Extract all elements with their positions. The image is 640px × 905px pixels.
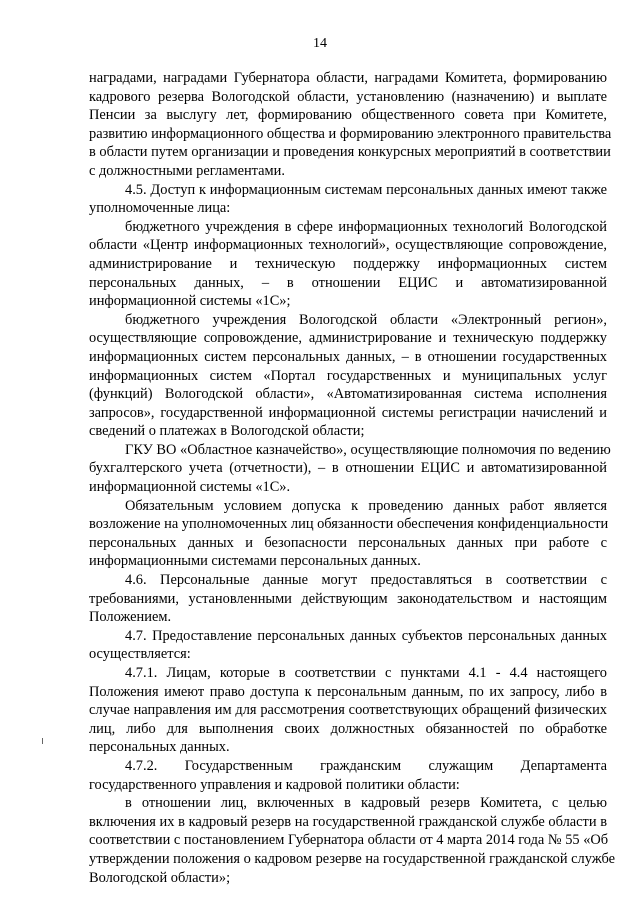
text-line: государственного управления и кадровой политики области: (89, 776, 460, 793)
text-line: 4.7. Предоставление персональных данных субъектов персональных данных (125, 627, 607, 644)
text-line: бюджетного учреждения в сфере информационных технологий Вологодской (125, 218, 607, 235)
text-line: персональных данных. (89, 739, 230, 756)
text-line: персональных данных, – в отношении ЕЦИС и автоматизированной (89, 274, 607, 291)
text-line: 4.6. Персональные данные могут предоставляться в соответствии с (125, 572, 607, 589)
text-line: (функций) Вологодской области», «Автоматизированная система исполнения (89, 386, 607, 403)
text-line: персональных данных и безопасности персональных данных при работе с (89, 534, 607, 551)
text-line: лиц, либо для выполнения своих должностных обязанностей по обработке (89, 720, 607, 737)
text-line: в отношении лиц, включенных в кадровый резерв Комитета, с целью (125, 795, 607, 812)
text-line: уполномоченные лица: (89, 200, 231, 217)
text-line: бухгалтерского учета (отчетности), – в отношении ЕЦИС и автоматизированной (89, 460, 607, 477)
text-line: в области путем организации и проведения конкурсных мероприятий в соответствии (89, 144, 611, 161)
text-line: запросов», государственной информационной системы регистрации начислений и (89, 404, 607, 421)
text-line: информационной системы «1С»; (89, 293, 291, 310)
margin-mark (42, 738, 45, 744)
text-line: бюджетного учреждения Вологодской области «Электронный регион», (125, 311, 607, 328)
page-number: 14 (313, 36, 327, 51)
text-line: соответствии с постановлением Губернатора области от 4 марта 2014 года № 55 «Об (89, 832, 609, 849)
text-line: утверждении положения о кадровом резерве на государственной гражданской службе (89, 850, 615, 867)
text-line: с должностными регламентами. (89, 162, 285, 179)
text-line: 4.5. Доступ к информационным системам персональных данных имеют также (125, 181, 607, 198)
text-line: включения их в кадровый резерв на государственной гражданской службе области в (89, 813, 607, 830)
text-line: 4.7.2. Государственным гражданским служащим Департамента (125, 757, 607, 774)
text-line: Положения имеют право доступа к персональным данным, по их запросу, либо в (89, 683, 607, 700)
text-line: области «Центр информационных технологий», осуществляющие сопровождение, (89, 237, 607, 254)
text-line: наградами, наградами Губернатора области, наградами Комитета, формированию (89, 70, 607, 86)
text-line: администрирование и техническую поддержку информационных систем (89, 255, 607, 272)
text-line: требованиями, установленными действующим законодательством и настоящим (89, 590, 607, 607)
text-line: Положением. (89, 609, 172, 626)
text-line: сведений о платежах в Вологодской области; (89, 423, 365, 440)
text-line: возложение на уполномоченных лиц обязанности обеспечения конфиденциальности (89, 516, 609, 533)
text-line: случае направления им для рассмотрения соответствующих обращений физических (89, 702, 607, 719)
text-line: информационными системами персональных данных. (89, 553, 421, 570)
text-line: информационных систем персональных данных, – в отношении государственных (89, 348, 607, 365)
text-line: кадрового резерва Вологодской области, установлению (назначению) и выплате (89, 88, 607, 105)
text-line: Обязательным условием допуска к проведению данных работ является (125, 497, 607, 514)
text-line: Вологодской области»; (89, 869, 231, 886)
text-line: информационных систем «Портал государственных и муниципальных услуг (89, 367, 607, 384)
text-line: ГКУ ВО «Областное казначейство», осуществляющие полномочия по ведению (125, 441, 611, 458)
text-line: информационной системы «1С». (89, 479, 291, 496)
text-line: развитию информационного общества и формированию электронного правительства (89, 125, 612, 142)
text-line: Пенсии за выслугу лет, формированию общественного совета при Комитете, (89, 107, 607, 124)
text-line: 4.7.1. Лицам, которые в соответствии с пунктами 4.1 - 4.4 настоящего (125, 665, 607, 681)
text-line: осуществляется: (89, 646, 191, 663)
document-body (89, 69, 615, 887)
text-line: осуществляющие сопровождение, администрирование и техническую поддержку (89, 330, 607, 347)
